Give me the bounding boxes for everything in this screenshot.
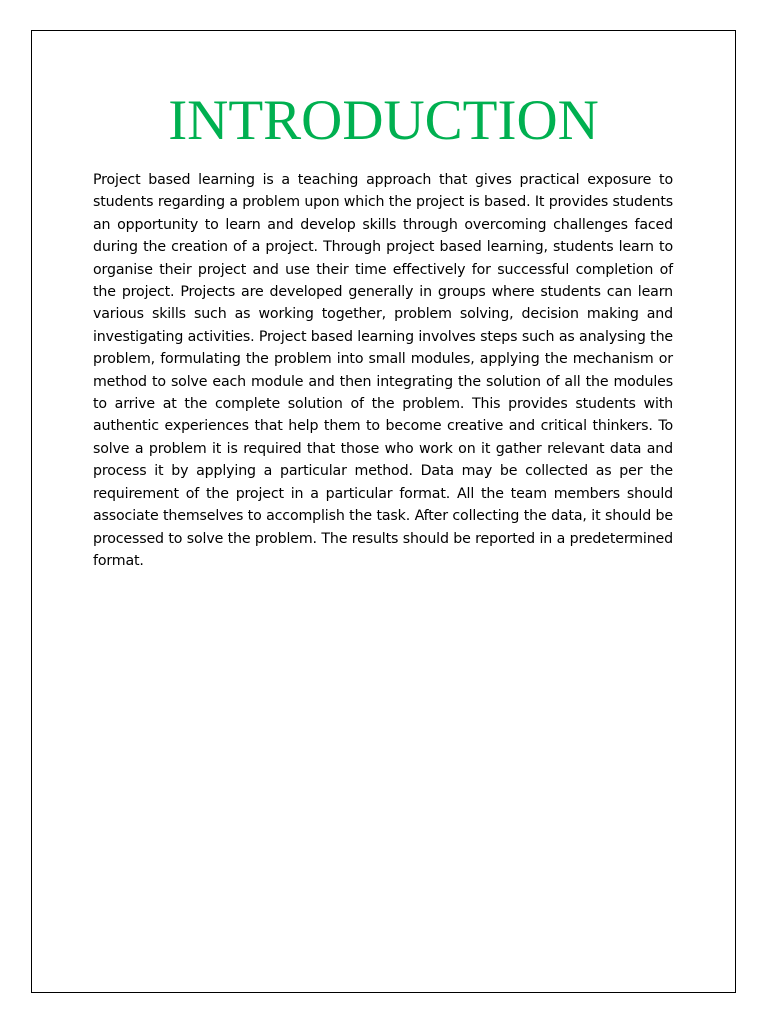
page-title: INTRODUCTION xyxy=(168,89,599,152)
body-paragraph: Project based learning is a teaching approach that gives practical exposure to students regarding a problem upon which the project is based. It provides students an opportunity to learn and develop skills through overcoming challenges faced during the creation of a project. Through project based learning, students learn to organise their project and use their time effectively for successful completion of the project. Projects are developed generally in groups where students can learn various skills such as working together, problem solving, decision making and investigating activities. Project based learning involves steps such as analysing the problem, formulating the problem into small modules, applying the mechanism or method to solve each module and then integrating the solution of all the modules to arrive at the complete solution of the problem. This provides students with authentic experiences that help them to become creative and critical thinkers. To solve a problem it is required that those who work on it gather relevant data and process it by applying a particular method. Data may be collected as per the requirement of the project in a particular format. All the team members should associate themselves to accomplish the task. After collecting the data, it should be processed to solve the problem. The results should be reported in a predetermined format. xyxy=(93,172,673,569)
